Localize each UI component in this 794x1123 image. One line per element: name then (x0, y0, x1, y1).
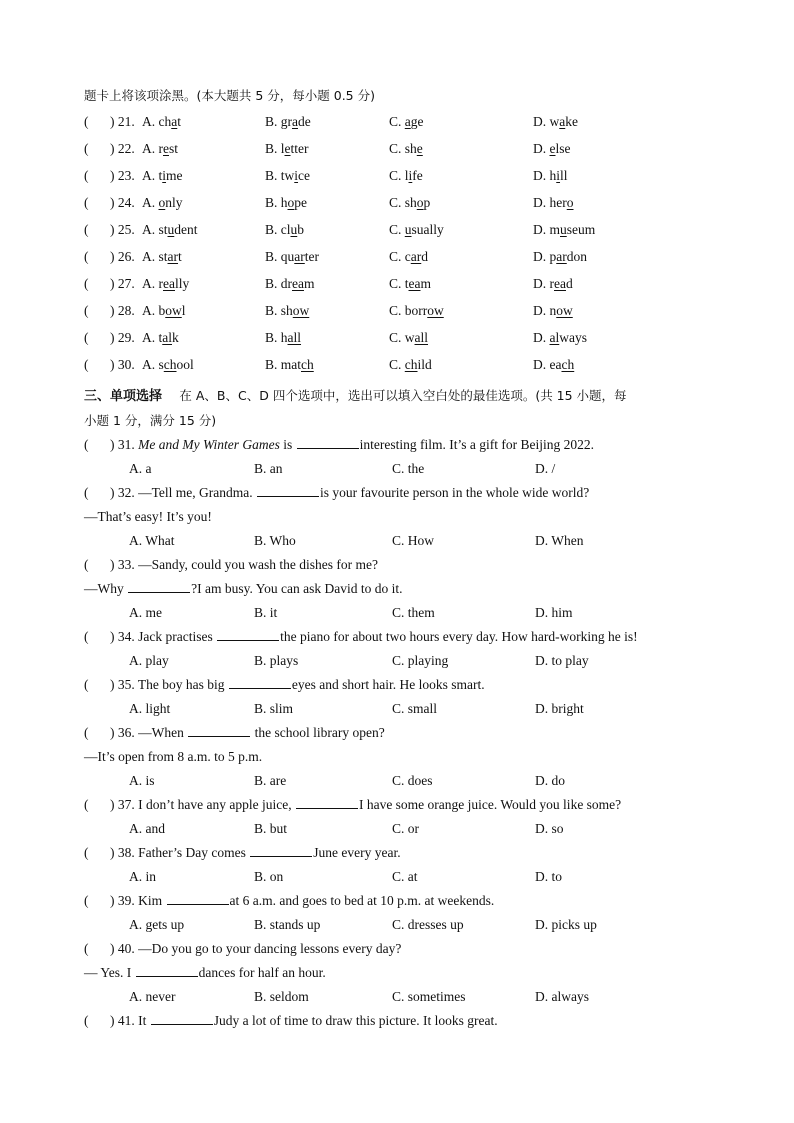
underlined-letters: all (414, 330, 429, 345)
options-row (84, 529, 724, 553)
option[interactable]: A. in (129, 869, 156, 884)
option[interactable]: C. or (392, 821, 419, 836)
underlined-letters: a (559, 114, 566, 129)
option[interactable]: D. now (533, 303, 573, 318)
option[interactable]: A. chat (142, 114, 182, 129)
underlined-letters: e (163, 141, 169, 156)
question-text: —Why (84, 581, 128, 596)
underlined-letters: o (416, 195, 424, 210)
option[interactable]: A. rest (142, 141, 179, 156)
underlined-letters: ea (292, 276, 304, 291)
option[interactable]: C. small (392, 701, 438, 716)
question-stem (84, 721, 724, 745)
underlined-letters: ch (301, 357, 314, 372)
underlined-letters: ow (165, 303, 182, 318)
question-text: is (279, 437, 296, 452)
paren-open[interactable]: ( (84, 797, 89, 812)
question-row (84, 216, 724, 243)
pronunciation-questions (84, 108, 724, 378)
options-row (84, 601, 724, 625)
option[interactable]: A. start (142, 249, 182, 264)
option[interactable]: C. does (392, 773, 433, 788)
underlined-letters: i (294, 168, 299, 183)
dialogue-line (84, 961, 724, 985)
option[interactable]: D. read (533, 276, 573, 291)
paren-open: ( (84, 249, 89, 264)
question-stem (84, 889, 724, 913)
question-text: dances for half an hour. (198, 965, 326, 980)
option[interactable]: C. dresses up (392, 917, 464, 932)
options-row (84, 985, 724, 1009)
paren-close: ) 40. (110, 941, 139, 956)
answer-paren[interactable] (84, 351, 135, 378)
underlined-letters: i (556, 168, 561, 183)
section3-instructions-2: 小题 1 分，满分 15 分) (84, 413, 217, 428)
question-row (84, 189, 724, 216)
option[interactable]: A. really (142, 276, 190, 291)
paren-open[interactable]: ( (84, 485, 89, 500)
option[interactable]: B. letter (265, 141, 309, 156)
option[interactable]: D. When (535, 533, 584, 548)
question-text: Father’s Day comes (138, 845, 250, 860)
paren-open[interactable]: ( (84, 629, 89, 644)
option[interactable]: C. team (389, 276, 432, 291)
question-text: ?I am busy. You can ask David to do it. (191, 581, 403, 596)
underlined-letters: ow (427, 303, 444, 318)
option[interactable]: D. each (533, 357, 575, 372)
option[interactable]: D. pardon (533, 249, 587, 264)
option[interactable]: A. school (142, 357, 194, 372)
option[interactable]: C. playing (392, 653, 449, 668)
dialogue-line: —That’s easy! It’s you! (84, 509, 212, 524)
options-row (84, 913, 724, 937)
underlined-letters: u (560, 222, 567, 237)
option[interactable]: C. card (389, 249, 428, 264)
option[interactable]: D. hero (533, 195, 574, 210)
underlined-letters: e (284, 141, 291, 156)
paren-open[interactable]: ( (84, 437, 89, 452)
answer-blank[interactable] (217, 626, 279, 641)
question-stem (84, 553, 724, 577)
answer-blank[interactable] (128, 578, 190, 593)
option[interactable]: D. / (535, 461, 556, 476)
answer-blank[interactable] (229, 674, 291, 689)
section3-heading: 三、单项选择 (84, 389, 163, 404)
paren-close: ) 26. (110, 249, 135, 264)
paren-close: ) 21. (110, 114, 135, 129)
question-row (84, 243, 724, 270)
option[interactable]: D. picks up (535, 917, 597, 932)
paren-close: ) 39. (110, 893, 139, 908)
option[interactable]: A. bowl (142, 303, 186, 318)
paren-close: ) 25. (110, 222, 135, 237)
underlined-letters: a (171, 114, 178, 129)
option[interactable]: B. on (254, 869, 284, 884)
underlined-letters: a (292, 114, 298, 129)
answer-paren[interactable] (84, 162, 135, 189)
option[interactable]: B. Who (254, 533, 296, 548)
answer-blank[interactable] (257, 482, 319, 497)
option[interactable]: C. borrow (389, 303, 444, 318)
intro-line: 题卡上将该项涂黑。(本大题共 5 分，每小题 0.5 分) (84, 88, 375, 103)
options-row (84, 649, 724, 673)
exam-page (84, 84, 724, 1033)
answer-paren[interactable] (84, 135, 135, 162)
answer-blank[interactable] (296, 794, 358, 809)
option[interactable]: B. dream (265, 276, 315, 291)
paren-close: ) 30. (110, 357, 135, 372)
option[interactable]: D. to (535, 869, 562, 884)
underlined-letters: ch (404, 357, 418, 372)
underlined-letters: i (162, 168, 167, 183)
paren-close: ) 41. (110, 1013, 139, 1028)
question-row (84, 351, 724, 378)
option[interactable]: D. bright (535, 701, 584, 716)
option[interactable]: B. hall (265, 330, 302, 345)
underlined-letters: ch (561, 357, 575, 372)
section3-header (84, 382, 724, 409)
question-text: Kim (138, 893, 166, 908)
option[interactable]: D. him (535, 605, 573, 620)
dialogue-line (84, 577, 724, 601)
option[interactable]: D. wake (533, 114, 578, 129)
paren-close: ) 36. (110, 725, 139, 740)
question-text: eyes and short hair. He looks smart. (291, 677, 485, 692)
option[interactable]: B. it (254, 605, 278, 620)
option[interactable]: D. always (535, 989, 589, 1004)
paren-open: ( (84, 114, 89, 129)
options-row (84, 697, 724, 721)
underlined-letters: u (404, 222, 412, 237)
options-row (84, 865, 724, 889)
question-text: I don’t have any apple juice, (138, 797, 295, 812)
underlined-letters: ch (163, 357, 177, 372)
question-text: Judy a lot of time to draw this picture. It looks great. (213, 1013, 498, 1028)
option[interactable]: B. are (254, 773, 287, 788)
question-row (84, 324, 724, 351)
answer-paren[interactable] (84, 189, 135, 216)
option[interactable]: D. so (535, 821, 564, 836)
paren-close: ) 33. (110, 557, 139, 572)
option[interactable]: D. to play (535, 653, 589, 668)
film-title: Me and My Winter Games (138, 437, 280, 452)
paren-open[interactable]: ( (84, 677, 89, 692)
options-row (84, 457, 724, 481)
option[interactable]: D. always (533, 330, 587, 345)
option[interactable]: A. me (129, 605, 162, 620)
option[interactable]: A. What (129, 533, 175, 548)
question-stem (84, 1009, 724, 1033)
option[interactable]: B. grade (265, 114, 311, 129)
option[interactable]: B. seldom (254, 989, 309, 1004)
underlined-letters: e (416, 141, 423, 156)
paren-close: ) 31. (110, 437, 139, 452)
answer-blank[interactable] (188, 722, 250, 737)
option[interactable]: D. else (533, 141, 571, 156)
option[interactable]: B. hope (265, 195, 308, 210)
question-text: at 6 a.m. and goes to bed at 10 p.m. at weekends. (229, 893, 495, 908)
question-text: —Do you go to your dancing lessons every day? (138, 941, 402, 956)
underlined-letters: al (162, 330, 172, 345)
paren-open: ( (84, 222, 89, 237)
option[interactable]: A. gets up (129, 917, 185, 932)
option[interactable]: A. never (129, 989, 176, 1004)
question-text: is your favourite person in the whole wide world? (320, 485, 590, 500)
question-stem (84, 433, 724, 457)
question-text: June every year. (313, 845, 401, 860)
paren-close: ) 38. (110, 845, 139, 860)
question-row (84, 108, 724, 135)
paren-close: ) 37. (110, 797, 139, 812)
option[interactable]: A. a (129, 461, 152, 476)
option[interactable]: A. talk (142, 330, 179, 345)
answer-blank[interactable] (167, 890, 229, 905)
question-stem (84, 481, 724, 505)
option[interactable]: C. at (392, 869, 418, 884)
option[interactable]: B. slim (254, 701, 294, 716)
paren-open: ( (84, 276, 89, 291)
question-text: interesting film. It’s a gift for Beijing 2022. (359, 437, 594, 452)
multiple-choice-questions (84, 433, 724, 1033)
paren-open: ( (84, 357, 89, 372)
option[interactable]: A. time (142, 168, 183, 183)
underlined-letters: u (290, 222, 298, 237)
underlined-letters: e (549, 141, 556, 156)
paren-open: ( (84, 195, 89, 210)
underlined-letters: a (404, 114, 411, 129)
paren-close: ) 32. (110, 485, 139, 500)
paren-open[interactable]: ( (84, 893, 89, 908)
option[interactable]: C. age (389, 114, 424, 129)
answer-paren[interactable] (84, 108, 135, 135)
underlined-letters: i (408, 168, 413, 183)
option[interactable]: C. life (389, 168, 423, 183)
question-stem (84, 793, 724, 817)
paren-open: ( (84, 330, 89, 345)
question-text: The boy has big (137, 677, 228, 692)
option[interactable]: B. twice (265, 168, 311, 183)
paren-close: ) 29. (110, 330, 135, 345)
answer-blank[interactable] (151, 1010, 213, 1025)
options-row (84, 817, 724, 841)
underlined-letters: ar (410, 249, 422, 264)
question-row (84, 135, 724, 162)
answer-blank[interactable] (250, 842, 312, 857)
underlined-letters: ow (292, 303, 310, 318)
question-stem (84, 625, 724, 649)
option[interactable]: A. light (129, 701, 171, 716)
option[interactable]: C. sometimes (392, 989, 466, 1004)
option[interactable]: A. is (129, 773, 155, 788)
option[interactable]: B. but (254, 821, 288, 836)
paren-open: ( (84, 168, 89, 183)
option[interactable]: C. wall (389, 330, 429, 345)
underlined-letters: o (287, 195, 295, 210)
question-row (84, 297, 724, 324)
paren-close: ) 27. (110, 276, 135, 291)
paren-close: ) 23. (110, 168, 135, 183)
option[interactable]: B. quarter (265, 249, 320, 264)
question-text: Jack practises (138, 629, 217, 644)
underlined-letters: u (167, 222, 175, 237)
paren-open[interactable]: ( (84, 725, 89, 740)
option[interactable]: A. and (129, 821, 165, 836)
option[interactable]: A. play (129, 653, 169, 668)
question-text: —Tell me, Grandma. (138, 485, 257, 500)
underlined-letters: ar (556, 249, 567, 264)
paren-open: ( (84, 141, 89, 156)
underlined-letters: all (287, 330, 302, 345)
option[interactable]: B. match (265, 357, 314, 372)
option[interactable]: D. hill (533, 168, 568, 183)
question-stem (84, 937, 724, 961)
option[interactable]: B. show (265, 303, 310, 318)
underlined-letters: ow (556, 303, 573, 318)
answer-blank[interactable] (297, 434, 359, 449)
options-row (84, 769, 724, 793)
question-stem (84, 841, 724, 865)
paren-open[interactable]: ( (84, 557, 89, 572)
underlined-letters: o (566, 195, 574, 210)
paren-open[interactable]: ( (84, 941, 89, 956)
underlined-letters: ea (163, 276, 175, 291)
option[interactable]: B. stands up (254, 917, 321, 932)
paren-open[interactable]: ( (84, 845, 89, 860)
question-row (84, 162, 724, 189)
answer-paren[interactable] (84, 324, 135, 351)
answer-paren[interactable] (84, 243, 135, 270)
dialogue-line: —It’s open from 8 a.m. to 5 p.m. (84, 749, 263, 764)
option[interactable]: B. club (265, 222, 304, 237)
question-text: I have some orange juice. Would you like some? (358, 797, 622, 812)
answer-paren[interactable] (84, 216, 135, 243)
underlined-letters: ar (167, 249, 179, 264)
option[interactable]: C. shop (389, 195, 431, 210)
option[interactable]: A. student (142, 222, 198, 237)
option[interactable]: C. the (392, 461, 425, 476)
section3-instructions: 在 A、B、C、D 四个选项中，选出可以填入空白处的最佳选项。(共 15 小题，每 (179, 388, 627, 403)
underlined-letters: o (158, 195, 166, 210)
question-text: It (138, 1013, 150, 1028)
paren-close: ) 24. (110, 195, 135, 210)
question-text: the school library open? (251, 725, 385, 740)
option[interactable]: B. an (254, 461, 283, 476)
answer-paren[interactable] (84, 297, 135, 324)
option[interactable]: C. child (389, 357, 432, 372)
option[interactable]: C. she (389, 141, 423, 156)
question-text: the piano for about two hours every day. How hard-working he is! (280, 629, 638, 644)
underlined-letters: ea (554, 276, 566, 291)
option[interactable]: B. plays (254, 653, 299, 668)
paren-close: ) 34. (110, 629, 139, 644)
underlined-letters: al (549, 330, 560, 345)
option[interactable]: C. How (392, 533, 435, 548)
answer-blank[interactable] (136, 962, 198, 977)
question-text: — Yes. I (84, 965, 135, 980)
option[interactable]: D. museum (533, 222, 596, 237)
question-text: —Sandy, could you wash the dishes for me? (138, 557, 378, 572)
paren-close: ) 22. (110, 141, 135, 156)
paren-open[interactable]: ( (84, 1013, 89, 1028)
question-stem (84, 673, 724, 697)
option[interactable]: A. only (142, 195, 183, 210)
option[interactable]: C. usually (389, 222, 444, 237)
question-row (84, 270, 724, 297)
paren-open: ( (84, 303, 89, 318)
paren-close: ) 35. (110, 677, 138, 692)
underlined-letters: ea (408, 276, 421, 291)
answer-paren[interactable] (84, 270, 135, 297)
option[interactable]: D. do (535, 773, 565, 788)
underlined-letters: ar (294, 249, 305, 264)
paren-close: ) 28. (110, 303, 135, 318)
question-text: —When (138, 725, 188, 740)
option[interactable]: C. them (392, 605, 435, 620)
